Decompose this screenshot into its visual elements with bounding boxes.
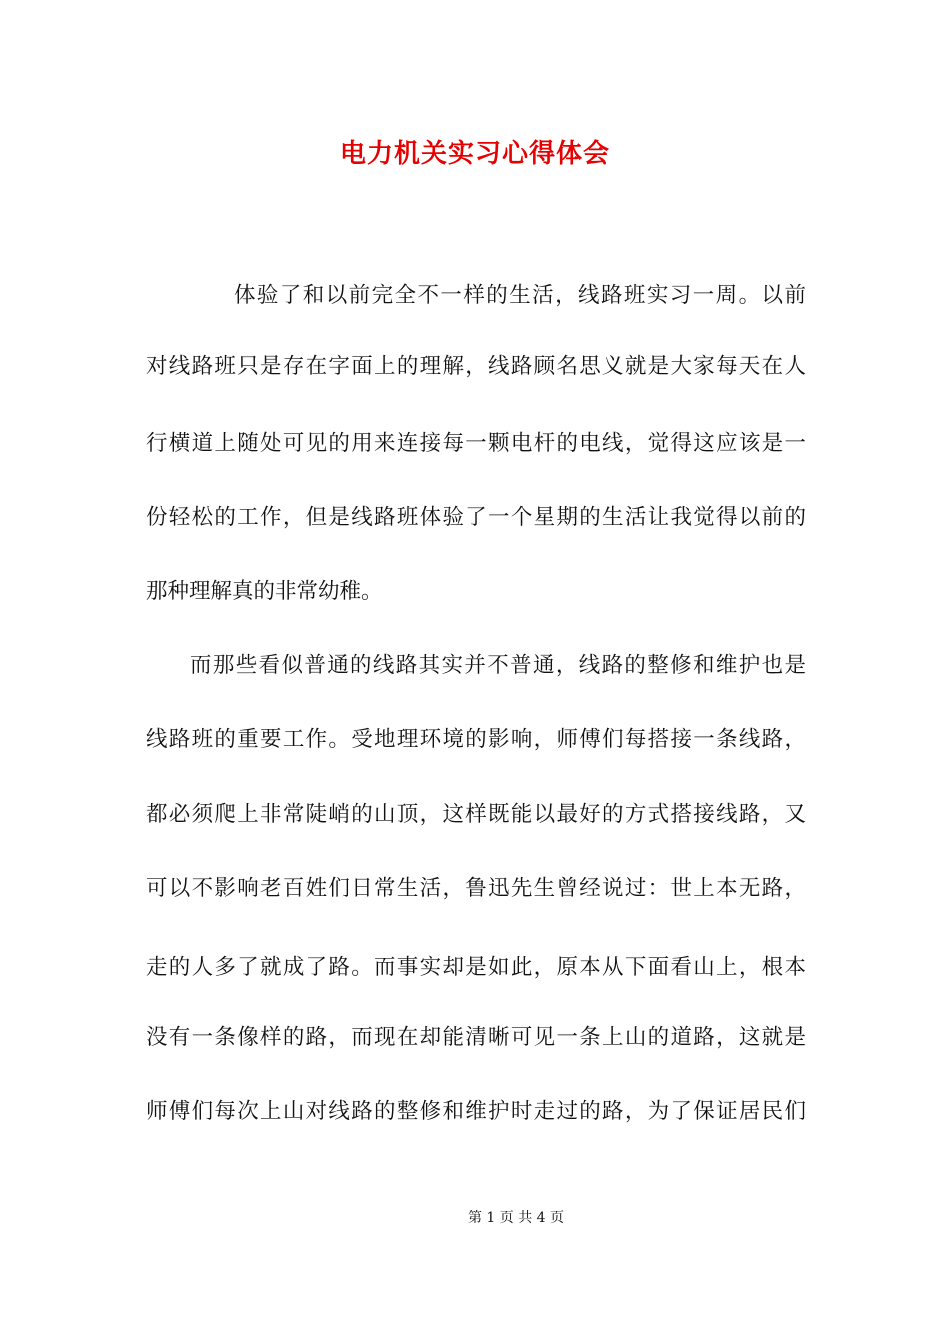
document-title: 电力机关实习心得体会 [339,139,610,169]
paragraph-1-line-5: 那种理解真的非常幼稚。 [146,579,383,604]
paragraph-1-line-1: 体验了和以前完全不一样的生活，线路班实习一周。以前 [234,283,806,308]
paragraph-2-line-7: 师傅们每次上山对线路的整修和维护时走过的路，为了保证居民们 [146,1099,806,1124]
paragraph-2-line-6: 没有一条像样的路，而现在却能清晰可见一条上山的道路，这就是 [146,1025,806,1050]
paragraph-1-line-2: 对线路班只是存在字面上的理解，线路顾名思义就是大家每天在人 [146,354,806,379]
paragraph-2-line-4: 可以不影响老百姓们日常生活，鲁迅先生曾经说过：世上本无路， [146,876,806,901]
page-footer: 第 1 页 共 4 页 [467,1210,565,1226]
paragraph-2-line-2: 线路班的重要工作。受地理环境的影响，师傅们每搭接一条线路， [146,727,806,752]
paragraph-2-line-3: 都必须爬上非常陡峭的山顶，这样既能以最好的方式搭接线路，又 [146,802,806,827]
paragraph-1-line-3: 行横道上随处可见的用来连接每一颗电杆的电线，觉得这应该是一 [146,431,806,456]
paragraph-1-line-4: 份轻松的工作，但是线路班体验了一个星期的生活让我觉得以前的 [146,505,806,530]
paragraph-2-line-5: 走的人多了就成了路。而事实却是如此，原本从下面看山上，根本 [146,955,806,980]
paragraph-2-line-1: 而那些看似普通的线路其实并不普通，线路的整修和维护也是 [190,653,806,678]
